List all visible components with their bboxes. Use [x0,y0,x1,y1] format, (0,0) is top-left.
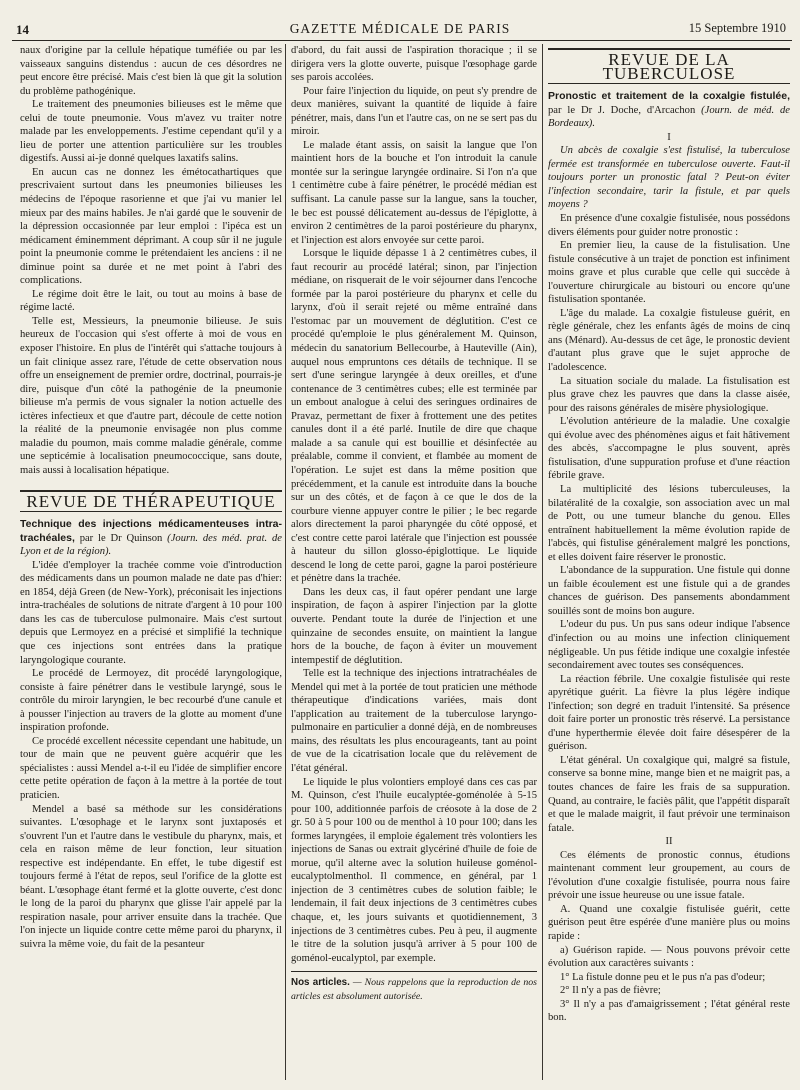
paragraph: A. Quand une coxalgie fistulisée guérit, cette guérison peut être espérée d'une manière plus ou moins rapide : [548,903,790,942]
journal-title: GAZETTE MÉDICALE DE PARIS [289,21,511,36]
paragraph: La situation sociale du malade. La fistulisation est plus grave chez les pauvres que dans la classe aisée, pour des raisons générales de misère physiologique. [548,375,790,414]
section-heading-therapeutique: REVUE DE THÉRAPEUTIQUE [20,490,282,513]
section-heading-tuberculose: REVUE DE LA TUBERCULOSE [548,48,790,84]
paragraph: Lorsque le liquide dépasse 1 à 2 centimètres cubes, il faut recourir au procédé latéral; sinon, par l'injection médiane, on risquerait de le voir séjourner dans l'encoche formée par la paroi postérieure du pharynx et celle du larynx, d'où il serait rejeté ou même entraîné dans l'estomac par un mouvement de déglutition. C'est ce procédé qu'emploie le plus généralement M. Quinson, médecin du sanatorium Bellecourbe, à Hauteville (Ain), auquel nous empruntons ces détails de technique. Il se sert d'une seringue laryngée à deux oreilles, et d'une contenance de 3 centimètres cubes; elle est terminée par un embout analogue à celui des seringues ordinaires de Pravaz, permettant de fixer à frottement une des petites canules dont il a été parlé. Inutile de dire que chaque malade a sa canule qui est bouillie et désinfectée au préalable, comme il convient, et flambée au moment de l'opération. Le sujet est dans la même position que précédemment, et la canule est introduite dans la bouche sur un des côtés, et de façon à ce que le dos de la courbure vienne appuyer contre le pilier ; le bec regarde alors directement la paroi pharyngée du côté opposé, et c'est contre cette paroi latérale que l'injection est poussée à hauteur du sillon glosso-épiglottique. Le liquide descend le long de cette paroi, gagne la paroi postérieure et pénètre dans la trachée. [291,248,537,585]
paragraph: 2° Il n'y a pas de fièvre; [560,985,661,997]
column-rule-2 [542,44,543,1080]
paragraph: Ce procédé excellent nécessite cependant une habitude, un tour de main que ne peuvent guère acquérir que les spécialistes : aussi Mendel a-t-il eu l'idée de simplifier encore cette petite opération de façon à la mettre à la portée de tout praticien. [20,735,282,801]
paragraph: L'idée d'employer la trachée comme voie d'introduction des médicaments dans un poumon malade ne date pas d'hier: en 1854, déjà Green (de New-York), préconisait les injections intra-trachéales de solutions de nitrate d'argent à 10 pour 100 dans les cas de tuberculose pulmonaire. Mais c'est surtout depuis que Lermoyez en a précisé et simplifié la technique que ces injections sont entrées dans la pratique laryngologique courante. [20,559,282,666]
column-1 [20,44,282,1084]
issue-date: 15 Septembre 1910 [688,21,786,35]
paragraph: Ces éléments de pronostic connus, étudions maintenant comment leur groupement, au cours de l'évolution d'une coxalgie fistulisée, pourra nous faire prévoir une issue heureuse ou une issue fatale. [548,849,790,902]
paragraph: 3° Il n'y a pas d'amaigrissement ; l'état général reste bon. [548,998,790,1024]
footnote-label: Nos articles. [291,977,350,989]
paragraph: En premier lieu, la cause de la fistulisation. Une fistule consécutive à un trajet de ponction est infiniment moins grave et plus curable que celle qui succède à l'ouverture chirurgicale au bistouri ou encore qu'une fistulisation spontanée. [548,240,790,306]
paragraph: L'odeur du pus. Un pus sans odeur indique l'absence d'infection ou au moins une infection cliniquement négligeable. Un pus fétide indique une coxalgie infestée secondairement avec toutes ses conséquences. [548,619,790,672]
page-number: 14 [16,22,29,37]
article-source: (Journ. des méd. prat. de Lyon et de la région). [20,532,282,558]
header-rule [12,40,792,41]
page-header [10,19,790,39]
paragraph: Pour faire l'injection du liquide, on peut s'y prendre de deux manières, suivant la quantité de liquide à faire pénétrer, mais, dans l'un et l'autre cas, on ne se sert pas du miroir. [291,85,537,138]
paragraph: naux d'origine par la cellule hépatique tuméfiée ou par les vaisseaux sanguins distendus : aucun de ces désordres ne peut encore être précisé. Mais c'est bien là que git la solution du problème pathogénique. [20,45,282,97]
intro-paragraph: Un abcès de coxalgie s'est fistulisé, la tuberculose fermée est transformée en tuberculose ouverte. Faut-il toujours porter un pronostic fatal ? Peut-on éviter l'infection secondaire, tarir la fistule, et par quels moyens ? [548,145,790,211]
footnote-text: — Nous rappelons que la reproduction de nos articles est absolument autorisée. [291,977,537,1002]
paragraph: En présence d'une coxalgie fistulisée, nous possédons divers éléments pour guider notre pronostic : [548,213,790,238]
paragraph: Le traitement des pneumonies bilieuses est le même que celui de toute pneumonie. Vous m'avez vu traiter notre malade par les enveloppements. J'estime cependant qu'il y a lieu de porter une attention particulière sur les troubles digestifs. Aussi ai-je donné quelques laxatifs salins. [20,99,282,165]
paragraph: Mendel a basé sa méthode sur les considérations suivantes. L'œsophage et le larynx sont juxtaposés et s'ouvrent l'un et l'autre dans le vestibule du pharynx, mais, et cela en raison même de leur fonction, leur situation respective est indépendante. En effet, le tube digestif est toujours fermé à l'état de repos, seul l'orifice de la glotte est béant. L'œsophage étant fermé et la glotte ouverte, c'est donc le long de la paroi du pharynx que glisse l'air appelé par la respiration nasale, pour arriver ensuite dans la trachée. Que l'on injecte un liquide contre cette même paroi du pharynx, il suivra la même voie, du fait de la pesanteur [20,803,282,950]
paragraph: Le procédé de Lermoyez, dit procédé laryngologique, consiste à faire pénétrer dans le vestibule laryngé, sous le contrôle du miroir laryngien, le bec recourbé d'une canule et à pousser l'injection au travers de la glotte au moment d'une inspiration profonde. [20,668,282,734]
article-byline: par le Dr J. Doche, d'Arcachon [548,104,696,116]
paragraph: L'abondance de la suppuration. Une fistule qui donne un faible écoulement est une fistule qui a de grandes chances de guérison. Des pansements abondamment souillés sont de moins bon augure. [548,565,790,617]
paragraph: En aucun cas ne donnez les émétocathartiques que prescrivaient surtout dans les pneumonies bilieuses les médecins de l'époque rasorienne et que j'ai vu manier lel mieux par des mains habiles. Je n'ai gardé que le souvenir de la dépression occasionnée par leur emploi : l'ipéca est un médicament éminemment déprimant. A coup sûr il ne jugule point la pneumonie comme le prétendaient les anciens : il ne diminue point sa durée et ne met point à l'abri des complications. [20,166,282,287]
paragraph: L'âge du malade. La coxalgie fistuleuse guérit, en règle générale, chez les enfants âgés de moins de cinq ans (Ménard). Au-dessus de cet âge, le pronostic devient d'autant plus grave que le sujet approche de l'adolescence. [548,307,790,374]
paragraph: Dans les deux cas, il faut opérer pendant une large inspiration, de façon à aspirer l'injection par la glotte ouverte. Pendant toute la durée de l'injection et une quinzaine de secondes ensuite, on maintient la langue hors de la bouche, de façon à éviter un mouvement intempestif de déglutition. [291,586,537,666]
column-3 [548,44,790,1084]
paragraph: Le régime doit être le lait, ou tout au moins à base de régime lacté. [20,288,282,314]
article-title: Pronostic et traitement de la coxalgie fistulée, [548,90,790,103]
article-title: Technique des injections médicamenteuses intra-trachéales, [20,518,282,544]
paragraph: L'état général. Un coxalgique qui, malgré sa fistule, conserve sa bonne mine, mange bien et ne maigrit pas, a toutes chances de faire les frais de sa suppuration. Quand, au contraire, le faciès pâlit, que l'appétit disparaît et que le malade maigrit, il faut prévoir une terminaison fatale. [548,754,790,834]
column-rule-1 [285,44,286,1080]
paragraph: Le liquide le plus volontiers employé dans ces cas par M. Quinson, c'est l'huile eucalyptée-goménolée à 5-15 pour 100, additionnée parfois de créosote à la dose de 2 gr. 50 à 5 pour 100 ou de menthol à 10 pour 100; dans les formes laryngées, il emploie également très volontiers les injections de Sanas ou extrait glycériné d'huile de foie de morue, qu'il alterne avec la solution huileuse goménol-eucalyptolmenthol. Il commence, en général, par 1 injection de 3 centimètres cubes de solution faible; le lendemain, il fait deux injections de 3 centimètres cubes chaque, et, les jours suivants et quotidiennement, 3 injections de 3 centimètres cubes. Peu à peu, il augmente le titre de la solution jusqu'à arriver à 5 pour 100 de goménol-eucalyptol, par exemple. [291,776,537,964]
roman-numeral: I [667,131,671,143]
article-heading [548,90,790,131]
paragraph: 1° La fistule donne peu et le pus n'a pas d'odeur; [560,971,766,983]
article-byline: par le Dr Quinson [79,532,163,544]
paragraph: La multiplicité des lésions tuberculeuses, la bilatéralité de la coxalgie, son association avec un mal de Pott, ou une tumeur blanche du genou. Elles entraînent habituellement la même évolution rapide de l'abcès, qui fistulise généralement malgré les ponctions, et elles doivent faire réserver le pronostic. [548,483,790,563]
paragraph: d'abord, du fait aussi de l'aspiration thoracique ; il se dirigera vers la glotte ouverte, puisque l'œsophage garde ses parois accolées. [291,45,537,84]
footnote [291,971,537,1003]
paragraph: a) Guérison rapide. — Nous pouvons prévoir cette évolution aux caractères suivants : [548,944,790,970]
column-2 [291,44,537,1084]
paragraph: Telle est, Messieurs, la pneumonie bilieuse. Je suis heureux de l'occasion qui s'est offerte à moi de vous en exposer l'histoire. En plus de l'intérêt qui s'attache toujours à un fait clinique assez rare, l'étude de cette observation nous offre un enseignement de premier ordre, doctrinal, pourrais-je dire, puisque d'un côté la pathogénie de la pneumonie bilieuse m'a permis de vous signaler la notion actuelle des ictères infectieux et que d'autre part, découle de cette notion la réalité de la pneumonie envisagée non plus comme maladie du poumon, mais comme maladie générale, comme une septicémie à localisation pneumococcique, sans doute, mais aussi à localisation hépatique. [20,315,282,476]
paragraph: La réaction fébrile. Une coxalgie fistulisée qui reste apyrétique guérit. La fièvre la plus légère indique l'infection; son degré en traduit l'intensité. Sa présence doit faire porter un pronostic très réservé. La persistance d'une hyperthermie élevée doit faire désespérer de la guérison. [548,673,790,753]
article-heading [20,518,282,559]
paragraph: Le malade étant assis, on saisit la langue que l'on maintient hors de la bouche et l'on introduit la canule montée sur la seringue laryngée ordinaire. Si l'on n'a que 1 centimètre cube à faire pénétrer, le procédé médian est suffisant. La canule passe sur la langue, sans la toucher, le bec est poussé délicatement au-dessus de l'épiglotte, à environ 2 centimètres de la paroi postérieure du pharynx, et l'injection est alors envoyée sur cette paroi. [291,139,537,246]
paragraph: L'évolution antérieure de la maladie. Une coxalgie qui évolue avec des phénomènes aigus et fait hâtivement des abcès, s'accompagne le plus souvent, après fistulisation, d'une suppuration profuse et d'une réaction fébrile grave. [548,416,790,482]
paragraph: Telle est la technique des injections intratrachéales de Mendel qui met à la portée de tout praticien une méthode thérapeutique d'indications variées, mais dont l'application au traitement de la tuberculose laryngo-pulmonaire en particulier a donné déjà, en de nombreuses mains, des résultats les plus encourageants, tant au point de vue de la cicatrisation locale que du relèvement de l'état général. [291,668,537,774]
roman-numeral: II [665,836,673,848]
article-source: (Journ. de méd. de Bordeaux). [548,104,790,130]
